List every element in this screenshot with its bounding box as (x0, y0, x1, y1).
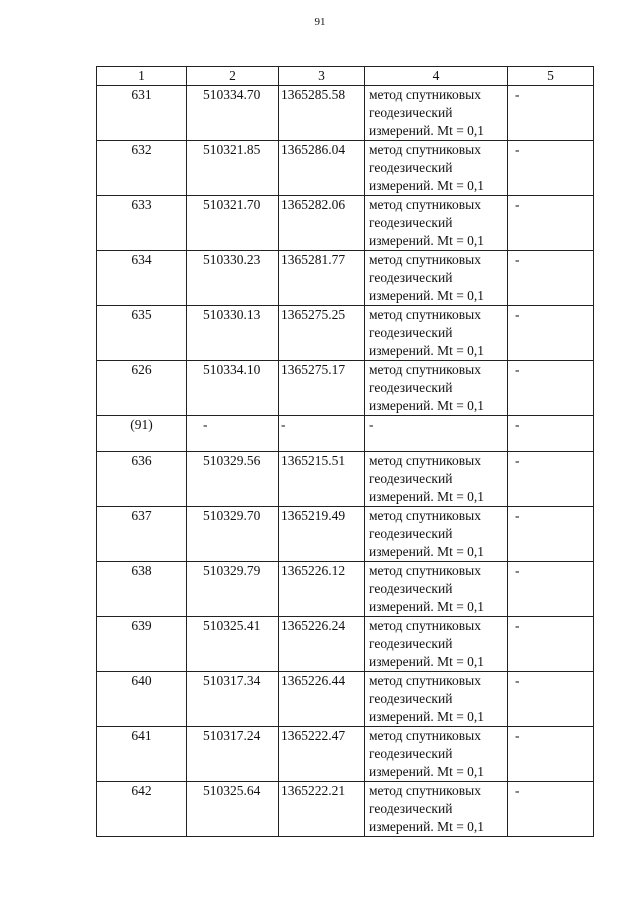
table-row (97, 782, 594, 837)
coordinate-x: 510330.13 (187, 306, 279, 361)
table-body (97, 86, 594, 837)
point-number: 631 (97, 86, 187, 141)
note: - (508, 672, 594, 727)
method-description-line: измерений. Mt = 0,1 (369, 178, 485, 193)
coordinate-x: 510321.70 (187, 196, 279, 251)
coordinate-x: 510329.56 (187, 452, 279, 507)
column-header: 4 (365, 67, 508, 86)
method-description-line: метод спутниковых (369, 453, 481, 468)
coordinate-x: 510329.70 (187, 507, 279, 562)
coordinate-y: 1365222.21 (279, 782, 365, 837)
point-number: 634 (97, 251, 187, 306)
method-description-line: измерений. Mt = 0,1 (369, 709, 485, 724)
method-description-line: геодезический (369, 801, 453, 816)
note: - (508, 306, 594, 361)
table-row (97, 562, 594, 617)
note: - (508, 562, 594, 617)
coordinate-x: 510325.64 (187, 782, 279, 837)
method-description (365, 727, 508, 782)
method-description-line: метод спутниковых (369, 252, 481, 267)
method-description-line: метод спутниковых (369, 87, 481, 102)
note: - (508, 361, 594, 416)
method-description-line: измерений. Mt = 0,1 (369, 489, 485, 504)
method-description-line: метод спутниковых (369, 728, 481, 743)
column-header: 1 (97, 67, 187, 86)
point-number: 640 (97, 672, 187, 727)
note: - (508, 782, 594, 837)
column-header: 5 (508, 67, 594, 86)
coordinate-x: 510334.70 (187, 86, 279, 141)
method-description-line: метод спутниковых (369, 197, 481, 212)
table-row (97, 617, 594, 672)
coordinate-y: 1365222.47 (279, 727, 365, 782)
method-description-line: метод спутниковых (369, 673, 481, 688)
coordinate-x: - (187, 416, 279, 452)
note: - (508, 141, 594, 196)
coordinate-y: 1365275.17 (279, 361, 365, 416)
table-row (97, 86, 594, 141)
method-description-line: измерений. Mt = 0,1 (369, 233, 485, 248)
method-description-line: измерений. Mt = 0,1 (369, 764, 485, 779)
method-description-line: геодезический (369, 160, 453, 175)
method-description (365, 306, 508, 361)
method-description (365, 617, 508, 672)
table-row-separator (97, 416, 594, 452)
coordinate-y: 1365226.24 (279, 617, 365, 672)
table-row (97, 727, 594, 782)
point-number: 637 (97, 507, 187, 562)
point-number: 638 (97, 562, 187, 617)
scan-artifact (150, 897, 350, 901)
note: - (508, 617, 594, 672)
method-description-line: геодезический (369, 471, 453, 486)
method-description-line: геодезический (369, 581, 453, 596)
method-description (365, 452, 508, 507)
method-description (365, 672, 508, 727)
coordinate-x: 510321.85 (187, 141, 279, 196)
coordinate-y: - (279, 416, 365, 452)
note: - (508, 86, 594, 141)
coordinate-y: 1365281.77 (279, 251, 365, 306)
note: - (508, 416, 594, 452)
method-description-line: измерений. Mt = 0,1 (369, 819, 485, 834)
coordinate-y: 1365219.49 (279, 507, 365, 562)
table-header-row (97, 67, 594, 86)
column-header: 2 (187, 67, 279, 86)
coordinate-y: 1365285.58 (279, 86, 365, 141)
table-row (97, 141, 594, 196)
method-description-line: измерений. Mt = 0,1 (369, 398, 485, 413)
coordinate-x: 510329.79 (187, 562, 279, 617)
coordinate-x: 510317.34 (187, 672, 279, 727)
page-number: 91 (314, 16, 326, 28)
coordinate-y: 1365275.25 (279, 306, 365, 361)
method-description-line: метод спутниковых (369, 307, 481, 322)
method-description (365, 251, 508, 306)
point-number: 642 (97, 782, 187, 837)
method-description-line: измерений. Mt = 0,1 (369, 544, 485, 559)
method-description (365, 782, 508, 837)
method-description (365, 196, 508, 251)
table-row (97, 507, 594, 562)
table-row (97, 251, 594, 306)
method-description-line: метод спутниковых (369, 563, 481, 578)
method-description: - (365, 416, 508, 452)
method-description-line: геодезический (369, 746, 453, 761)
method-description-line: геодезический (369, 380, 453, 395)
point-number: 626 (97, 361, 187, 416)
method-description-line: метод спутниковых (369, 362, 481, 377)
method-description (365, 562, 508, 617)
point-number: (91) (97, 416, 187, 452)
method-description (365, 86, 508, 141)
coordinate-y: 1365282.06 (279, 196, 365, 251)
method-description-line: метод спутниковых (369, 783, 481, 798)
point-number: 639 (97, 617, 187, 672)
point-number: 641 (97, 727, 187, 782)
column-header: 3 (279, 67, 365, 86)
point-number: 632 (97, 141, 187, 196)
method-description-line: измерений. Mt = 0,1 (369, 599, 485, 614)
point-number: 636 (97, 452, 187, 507)
method-description-line: метод спутниковых (369, 508, 481, 523)
method-description-line: измерений. Mt = 0,1 (369, 343, 485, 358)
coordinate-x: 510334.10 (187, 361, 279, 416)
coordinate-y: 1365215.51 (279, 452, 365, 507)
method-description-line: геодезический (369, 325, 453, 340)
coordinate-y: 1365226.44 (279, 672, 365, 727)
table-row (97, 306, 594, 361)
point-number: 633 (97, 196, 187, 251)
table-row (97, 452, 594, 507)
method-description-line: метод спутниковых (369, 618, 481, 633)
method-description (365, 361, 508, 416)
coordinates-table (96, 66, 594, 837)
method-description-line: измерений. Mt = 0,1 (369, 123, 485, 138)
coordinate-y: 1365286.04 (279, 141, 365, 196)
method-description-line: геодезический (369, 691, 453, 706)
coordinate-x: 510325.41 (187, 617, 279, 672)
table-row (97, 672, 594, 727)
table-row (97, 196, 594, 251)
method-description-line: геодезический (369, 636, 453, 651)
point-number: 635 (97, 306, 187, 361)
note: - (508, 507, 594, 562)
method-description-line: геодезический (369, 526, 453, 541)
coordinate-x: 510317.24 (187, 727, 279, 782)
coordinate-x: 510330.23 (187, 251, 279, 306)
note: - (508, 727, 594, 782)
method-description-line: геодезический (369, 270, 453, 285)
method-description (365, 141, 508, 196)
method-description-line: геодезический (369, 105, 453, 120)
method-description-line: метод спутниковых (369, 142, 481, 157)
table-row (97, 361, 594, 416)
note: - (508, 196, 594, 251)
coordinate-y: 1365226.12 (279, 562, 365, 617)
method-description-line: геодезический (369, 215, 453, 230)
method-description-line: измерений. Mt = 0,1 (369, 654, 485, 669)
note: - (508, 251, 594, 306)
note: - (508, 452, 594, 507)
method-description-line: измерений. Mt = 0,1 (369, 288, 485, 303)
method-description (365, 507, 508, 562)
